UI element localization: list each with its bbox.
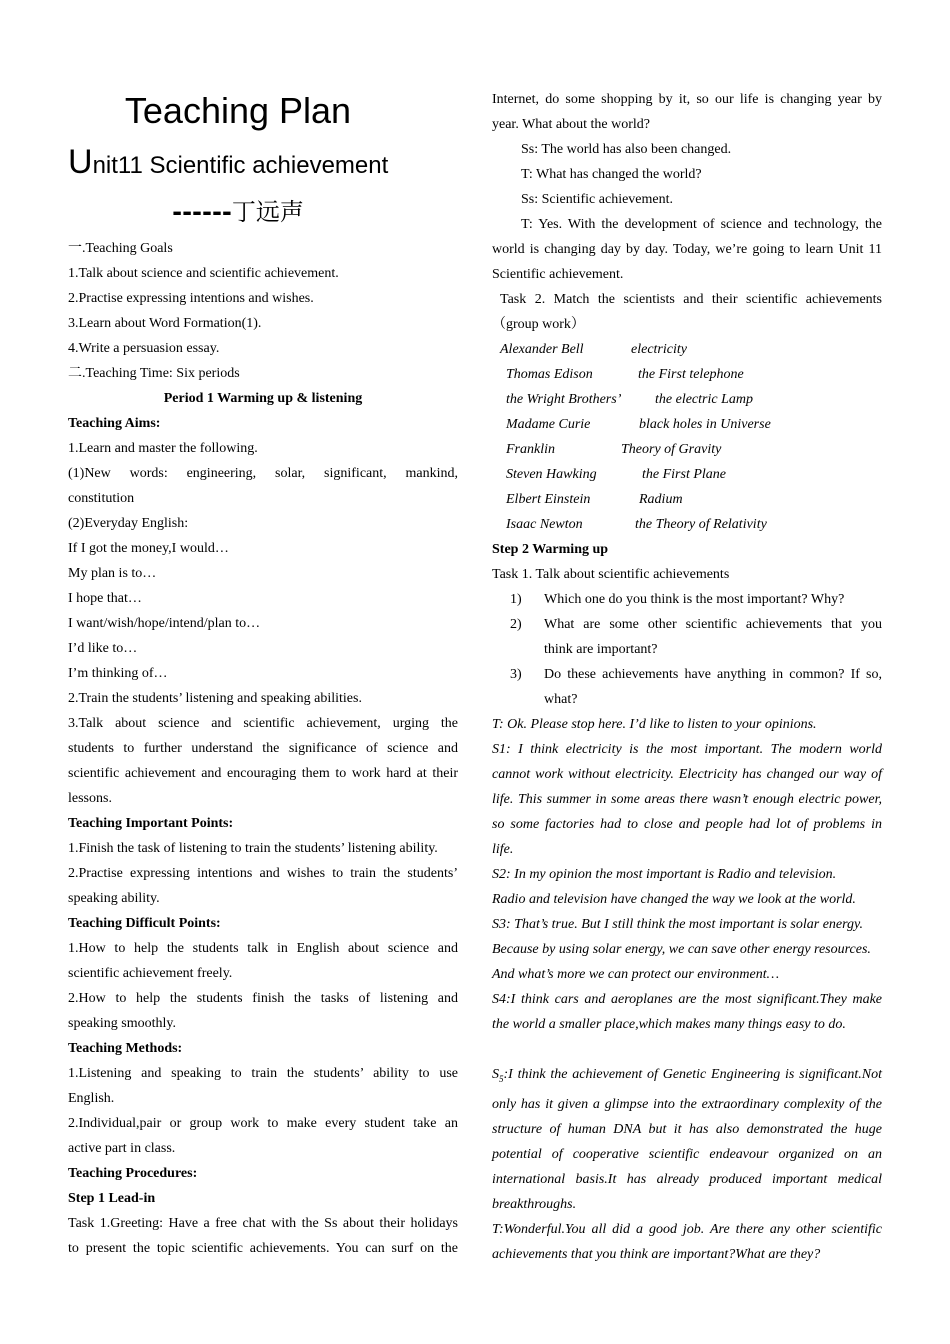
student-answer-line: S3: That’s true. But I still think the most important is solar energy.: [492, 917, 863, 932]
question-text-cont: what?: [544, 692, 578, 707]
author-line: [68, 192, 408, 232]
unit-title-rest: nit11 Scientific achievement: [92, 152, 389, 179]
goal-item: 1.Talk about science and scientific achievement.: [68, 266, 339, 281]
achievement-name: black holes in Universe: [639, 417, 771, 432]
aim-item: 1.Learn and master the following.: [68, 441, 258, 456]
step1-heading: Step 1 Lead-in: [68, 1191, 156, 1206]
student-answer-line: only has it given a glimpse into the extraordinary complexity of the: [492, 1096, 882, 1112]
step2-heading: Step 2 Warming up: [492, 542, 609, 557]
goal-item: 4.Write a persuasion essay.: [68, 341, 220, 356]
important-point: 2.Practise expressing intentions and wishes to train the students’: [68, 866, 458, 881]
phrase-item: I hope that…: [68, 591, 142, 606]
scientist-name: Madame Curie: [506, 417, 591, 432]
student-answer-line: cannot work without electricity. Electricity has changed our way of: [492, 767, 882, 782]
scientist-name: Elbert Einstein: [506, 492, 591, 507]
lead-in-cont: Internet, do some shopping by it, so our life is changing year by: [492, 92, 882, 107]
dialog-line: Ss: The world has also been changed.: [521, 142, 732, 157]
student-answer-line: breakthroughs.: [492, 1196, 577, 1212]
teacher-line: world is changing day by day. Today, we’re going to learn Unit 11: [492, 242, 882, 257]
s5-label: S: [492, 1067, 499, 1082]
difficult-point-cont: speaking smoothly.: [68, 1016, 176, 1031]
important-point-cont: speaking ability.: [68, 891, 160, 906]
s5-text: :I think the achievement of Genetic Engineering is significant.Not: [503, 1067, 882, 1082]
question-number: 3): [510, 667, 522, 682]
aim-item-line: scientific achievement and encouraging them to work hard at their: [68, 766, 458, 781]
student-answer-line: so some factories had to close and people had lot of problems in: [492, 817, 882, 832]
goal-item: 2.Practise expressing intentions and wishes.: [68, 291, 314, 306]
student-answer-line: the world a smaller place,which makes many things easy to do.: [492, 1017, 846, 1032]
student-answer-line: [492, 1062, 882, 1092]
teacher-line: T: Yes. With the development of science and technology, the: [521, 217, 882, 232]
scientist-name: Thomas Edison: [506, 367, 593, 382]
difficult-point-cont: scientific achievement freely.: [68, 966, 233, 981]
phrase-item: My plan is to…: [68, 566, 157, 581]
teacher-prompt: T: Ok. Please stop here. I’d like to listen to your opinions.: [492, 717, 817, 732]
teaching-time: 二.Teaching Time: Six periods: [68, 366, 240, 381]
match-row: [492, 437, 882, 462]
question-number: 1): [510, 592, 522, 607]
right-column: [492, 87, 882, 1267]
question-item: [492, 612, 882, 662]
student-answer-line: S2: In my opinion the most important is Radio and television.: [492, 867, 837, 882]
match-row: [492, 412, 882, 437]
s5-subscript: 5: [499, 1073, 504, 1084]
student-answer-line: Radio and television have changed the way we look at the world.: [492, 892, 856, 907]
dialog-line: T: What has changed the world?: [521, 167, 702, 182]
aim-item-line: 3.Talk about science and scientific achievement, urging the: [68, 716, 458, 731]
method-item-cont: active part in class.: [68, 1141, 176, 1156]
match-row: [492, 387, 882, 412]
aim-item-line: lessons.: [68, 791, 112, 806]
question-number: 2): [510, 617, 522, 632]
method-item: 2.Individual,pair or group work to make every student take an: [68, 1116, 458, 1131]
dialog-line: Ss: Scientific achievement.: [521, 192, 674, 207]
author-name: 丁远声: [231, 198, 304, 226]
period-heading: Period 1 Warming up & listening: [163, 391, 363, 406]
method-item: 1.Listening and speaking to train the students’ ability to use: [68, 1066, 458, 1081]
goals-heading: 一.Teaching Goals: [68, 241, 173, 256]
scientist-name: Steven Hawking: [506, 467, 597, 482]
aim-item-line: students to further understand the significance of science and: [68, 741, 458, 756]
question-item: [492, 662, 882, 712]
aim-new-words: (1)New words: engineering, solar, significant, mankind,: [68, 466, 458, 481]
student-answer-line: life. This summer in some areas there wasn’t enough electric power,: [492, 792, 882, 807]
important-point: 1.Finish the task of listening to train the students’ listening ability.: [68, 841, 438, 856]
student-answer-line: international basis.It has already produced important medical: [492, 1171, 882, 1187]
achievement-name: the First telephone: [638, 367, 744, 382]
left-column: [68, 236, 458, 1261]
scientist-name: Isaac Newton: [506, 517, 583, 532]
phrase-item: I’m thinking of…: [68, 666, 168, 681]
important-points-heading: Teaching Important Points:: [68, 816, 234, 831]
unit-title: [68, 140, 388, 188]
student-answer-line: life.: [492, 842, 514, 857]
difficult-point: 1.How to help the students talk in English about science and: [68, 941, 458, 956]
task1-text: Task 1.Greeting: Have a free chat with the Ss about their holidays: [68, 1216, 458, 1231]
step2-task1: Task 1. Talk about scientific achievements: [492, 567, 730, 582]
unit-initial: U: [68, 143, 93, 181]
match-row: [492, 337, 882, 362]
achievement-name: the First Plane: [642, 467, 726, 482]
achievement-name: the electric Lamp: [655, 392, 753, 407]
student-answer-line: And what’s more we can protect our environment…: [492, 967, 780, 982]
lead-in-cont: year. What about the world?: [492, 117, 650, 132]
aim-new-words-cont: constitution: [68, 491, 135, 506]
question-item: [492, 587, 882, 612]
document-title: Teaching Plan: [124, 90, 352, 131]
match-row: [492, 487, 882, 512]
difficult-points-heading: Teaching Difficult Points:: [68, 916, 221, 931]
question-text: What are some other scientific achievements that you: [544, 617, 882, 632]
student-answer-line: structure of human DNA but it has also demonstrated the huge: [492, 1121, 882, 1137]
aim-item: 2.Train the students’ listening and speaking abilities.: [68, 691, 362, 706]
task2-heading-cont: （group work）: [492, 317, 585, 332]
achievement-name: electricity: [631, 342, 687, 357]
phrase-item: I want/wish/hope/intend/plan to…: [68, 616, 261, 631]
task1-text: to present the topic scientific achievements. You can surf on the: [68, 1241, 458, 1256]
student-answer-line: S1: I think electricity is the most important. The modern world: [492, 742, 882, 757]
student-answer-line: S4:I think cars and aeroplanes are the most significant.They make: [492, 992, 882, 1007]
blank-line: [492, 1037, 882, 1062]
scientist-name: the Wright Brothers’: [506, 392, 622, 407]
question-text: Which one do you think is the most important? Why?: [544, 592, 845, 607]
method-item-cont: English.: [68, 1091, 115, 1106]
difficult-point: 2.How to help the students finish the tasks of listening and: [68, 991, 458, 1006]
scientist-name: Franklin: [506, 442, 555, 457]
task2-heading: Task 2. Match the scientists and their scientific achievements: [500, 292, 882, 307]
match-row: [492, 462, 882, 487]
phrase-item: If I got the money,I would…: [68, 541, 229, 556]
achievement-name: Theory of Gravity: [621, 442, 722, 457]
teacher-line: Scientific achievement.: [492, 267, 624, 282]
question-text-cont: think are important?: [544, 642, 658, 657]
goal-item: 3.Learn about Word Formation(1).: [68, 316, 262, 331]
teacher-line: T:Wonderful.You all did a good job. Are there any other scientific: [492, 1221, 882, 1237]
phrase-item: I’d like to…: [68, 641, 138, 656]
match-row: [492, 362, 882, 387]
match-row: [492, 512, 882, 537]
achievement-name: Radium: [639, 492, 683, 507]
procedures-heading: Teaching Procedures:: [68, 1166, 198, 1181]
achievement-name: the Theory of Relativity: [635, 517, 767, 532]
student-answer-line: Because by using solar energy, we can save other energy resources.: [492, 942, 871, 957]
student-answer-line: potential of cooperative scientific endeavour organized on an: [492, 1146, 882, 1162]
author-dashes: ------: [172, 198, 232, 226]
methods-heading: Teaching Methods:: [68, 1041, 183, 1056]
question-text: Do these achievements have anything in common? If so,: [544, 667, 882, 682]
aim-everyday-english: (2)Everyday English:: [68, 516, 189, 531]
teacher-line: achievements that you think are important?What are they?: [492, 1246, 821, 1262]
scientist-name: Alexander Bell: [500, 342, 584, 357]
aims-heading: Teaching Aims:: [68, 416, 161, 431]
